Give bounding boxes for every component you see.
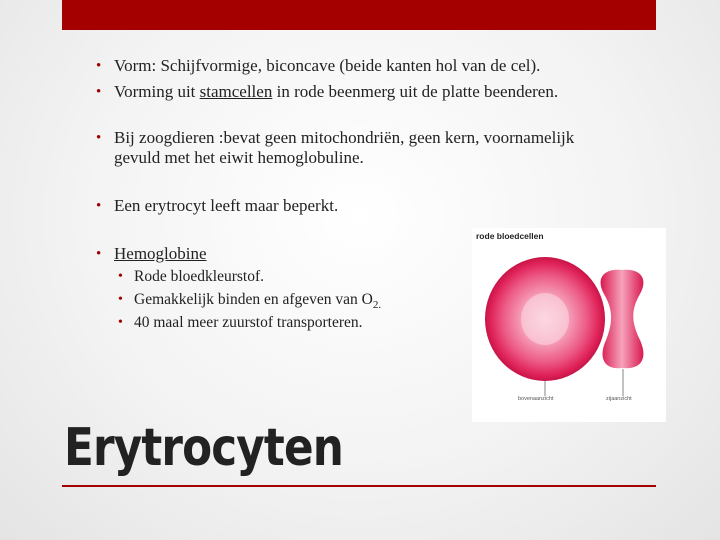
bullet-text: Bij zoogdieren :bevat geen mitochondriën, geen kern, voornamelijk gevuld met het eiwit hemoglobuline. <box>114 128 575 167</box>
sub-bullet-dot: • <box>118 292 123 307</box>
label-zijaanzicht: zijaanzicht <box>606 396 632 402</box>
top-accent-bar <box>62 0 656 30</box>
sub-bullet-text: 40 maal meer zuurstof transporteren. <box>134 314 363 331</box>
figure-title: rode bloedcellen <box>476 231 544 241</box>
title-underline <box>62 485 656 487</box>
stamcellen-link[interactable]: stamcellen <box>199 82 273 101</box>
bullet-text-post: in rode beenmerg uit de platte beenderen. <box>272 82 559 101</box>
bullet-zoogdieren <box>90 128 594 168</box>
sub-bullet-text: Gemakkelijk binden en afgeven van O <box>134 291 373 308</box>
label-bovenaanzicht: bovenaanzicht <box>518 396 554 402</box>
bullet-text-pre: Vorming uit <box>114 82 200 101</box>
bullet-text: Een erytrocyt leeft maar beperkt. <box>114 196 339 215</box>
sub-bullet-dot: • <box>118 269 123 284</box>
bullet-dot: • <box>96 130 102 146</box>
subscript-2: 2. <box>372 299 382 312</box>
red-blood-cell-figure <box>472 228 666 422</box>
bullet-dot: • <box>96 198 102 214</box>
bullet-leeft <box>90 196 338 216</box>
hemoglobine-link[interactable]: Hemoglobine <box>114 244 207 263</box>
cell-top-view-center <box>521 293 569 345</box>
cell-side-view <box>601 270 644 368</box>
bullet-dot: • <box>96 84 102 100</box>
sub-bullet-text: Rode bloedkleurstof. <box>134 268 265 285</box>
bullet-dot: • <box>96 246 102 262</box>
sub-bullet-zuurstof <box>112 312 363 334</box>
bullet-dot: • <box>96 58 102 74</box>
sub-bullet-bloedkleurstof <box>112 266 264 288</box>
bullet-text: Vorm: Schijfvormige, biconcave (beide kanten hol van de cel). <box>114 56 541 75</box>
cell-illustration <box>472 228 666 422</box>
slide-title: Erytrocyten <box>64 418 344 478</box>
bullet-vorming <box>90 82 558 102</box>
bullet-vorm <box>90 56 540 76</box>
sub-bullet-dot: • <box>118 315 123 330</box>
bullet-hemoglobine <box>90 244 207 264</box>
